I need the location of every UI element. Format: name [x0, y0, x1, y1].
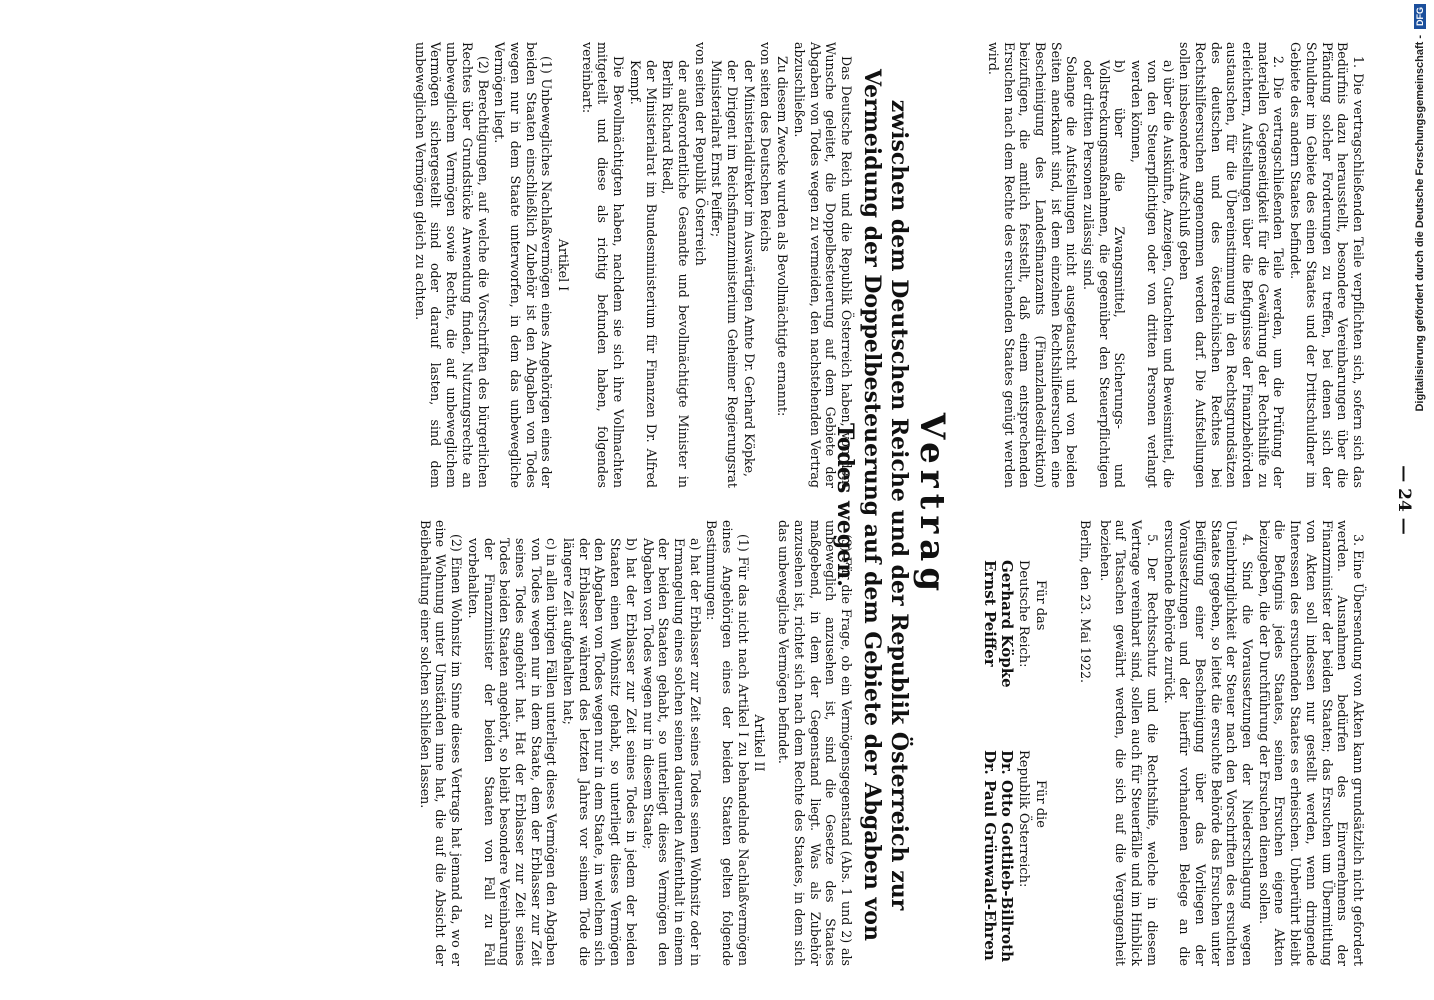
upper-right-column	[1076, 520, 1366, 966]
list-item: a) hat der Erblasser zur Zeit seines Todes seinen Wohnsitz oder in Ermangelung eines solchen seinen dauernden Aufenthalt in einem der beiden Staaten gehabt, so unterliegt dieses Vermögen den Abgaben von Todes wegen nur in diesem Staate;	[640, 538, 703, 966]
treaty-title: Vertrag	[912, 412, 952, 598]
list-item: a) über die Auskünfte, Anzeigen, Gutachten und Beweismittel, die von den Steuerpflichtigen oder von dritten Personen verlangt werden können,	[1129, 60, 1176, 488]
paragraph: von seiten der Republik Österreich	[692, 42, 708, 266]
paragraph: der Dirigent im Reichsfinanzministerium Geheimer Regierungsrat Ministerialrat Ernst Peiffer;	[709, 60, 741, 488]
paragraph: (2) Einen Wohnsitz im Sinne dieses Vertrags hat jemand da, wo er eine Wohnung unter Umständen inne hat, die auf die Absicht der Beibehaltung einer solchen schließen lassen.	[417, 520, 465, 966]
footer-text: Digitalisierung gefördert durch die Deutsche Forschungsgemeinschaft -	[1414, 35, 1426, 412]
page-number: — 24 —	[1394, 465, 1414, 535]
paragraph: der Ministerialdirektor im Auswärtigen Amte Dr. Gerhard Köpke,	[741, 60, 757, 478]
lower-right-column	[416, 520, 854, 966]
paragraph: Zu diesem Zwecke wurden als Bevollmächtigte ernannt:	[775, 56, 791, 417]
dfg-logo: DFG	[1414, 4, 1426, 29]
place-date: Berlin, den 23. Mai 1922.	[1078, 520, 1094, 684]
paragraph: der Ministerialrat im Bundesministerium für Finanzen Dr. Alfred Kempf.	[627, 60, 659, 488]
upper-left-column	[984, 42, 1366, 488]
digitization-footer	[1408, 0, 1432, 1000]
signature-label: Für die	[1033, 780, 1048, 828]
paragraph: 4. Sind die Voraussetzungen der Niederschlagung wegen Uneinbringlichkeit der Steuer nach den Vorschriften des ersuchten Staates gegeben, so leitet die ersuchte Behörde das Ersuchen unter Beifügung einer Bescheinigung über das Vorliegen der Voraussetzungen und der hierfür vorhandenen Belege an die ersuchende Behörde zurück.	[1161, 520, 1256, 966]
signatory-name: Dr. Otto Gottlieb-Billroth	[998, 750, 1016, 962]
signature-label: Deutsche Reich:	[1016, 560, 1031, 668]
list-item: b) über die Zwangsmittel, Sicherungs- und Vollstreckungsmaßnahmen, die gegenüber den Steuerpflichtigen oder dritten Personen zulässig sind.	[1081, 60, 1128, 488]
paragraph: (1) Unbewegliches Nachlaßvermögen eines Angehörigen eines der beiden Staaten einschließlich Zubehör ist den Abgaben von Todes wegen nur in dem Staate unterworfen, in dem das unbewegliche Vermögen liegt.	[492, 42, 555, 488]
list-item: b) hat der Erblasser zur Zeit seines Todes in jedem der beiden Staaten einen Wohnsitz gehabt, so unterliegt dieses Vermögen den Abgaben von Todes wegen nur in dem Staate, in welchem sich der Erblasser während des letzten Jahres vor seinem Tode die längere Zeit aufgehalten hat;	[561, 538, 639, 966]
paragraph: (1) Für das nicht nach Artikel I zu behandelnde Nachlaßvermögen eines Angehörigen eines der beiden Staaten gelten folgende Bestimmungen:	[704, 520, 751, 966]
paragraph: 1. Die vertragschließenden Teile verpflichten sich, sofern sich das Bedürfnis dazu herausstellt, besondere Vereinbarungen über die Pfändung solcher Forderungen zu treffen, bei denen sich der Schuldner im Gebiete des einen Staates und der Drittschuldner im Gebiete des andern Staates befindet.	[1288, 42, 1366, 488]
paragraph: 3. Eine Übersendung von Akten kann grundsätzlich nicht gefordert werden. Ausnahmen bedürfen des Einvernehmens der Finanzminister der beiden Staaten; das Ersuchen um Übermittlung von Akten soll indessen nur gestellt werden, wenn dringende Interessen des ersuchenden Staates es erheischen. Unberührt bleibt die Befugnis jedes Staates, seinen Ersuchen eigene Akten beizugeben, die der Durchführung der Ersuchen dienen sollen.	[1256, 520, 1366, 966]
signatory-name: Dr. Paul Grünwald-Ehren	[981, 750, 999, 961]
paragraph: (3) Für die Frage, ob ein Vermögensgegenstand (Abs. 1 und 2) als unbeweglich anzusehen ist, sind die Gesetze des Staates maßgebend, in dem der Gegenstand liegt. Was als Zubehör anzusehen ist, richtet sich nach dem Rechte des Staates, in dem sich das unbewegliche Vermögen befindet.	[776, 520, 854, 966]
signature-block-austria	[981, 750, 1049, 970]
signature-label: Republik Österreich:	[1016, 750, 1031, 888]
article-heading: Artikel II	[752, 714, 768, 772]
signature-block-germany	[981, 560, 1049, 730]
paragraph: 2. Die vertragschließenden Teile werden, um die Prüfung der materiellen Gegenseitigkeit für die Gewährung der Rechtshilfe zu erleichtern, Aufstellungen über die Befugnisse der Finanzbehörden austauschen, für die Übereinstimmung in den Rechtsgrundsätzen des deutschen und des österreichischen Rechtes bei Rechtshilfeersuchen angenommen werden darf. Die Aufstellungen sollen insbesondere Aufschluß geben	[1177, 42, 1287, 488]
paragraph: Die Bevollmächtigten haben, nachdem sie sich ihre Vollmachten mitgeteilt und diese als richtig befunden haben, folgendes vereinbart:	[579, 42, 627, 488]
paragraph: der außerordentliche Gesandte und bevollmächtigte Minister in Berlin Richard Riedl,	[660, 60, 691, 488]
paragraph: Das Deutsche Reich und die Republik Österreich haben, von dem Wunsche geleitet, die Doppelbesteuerung auf dem Gebiete der Abgaben von Todes wegen zu vermeiden, den nachstehenden Vertrag abzuschließen.	[791, 42, 854, 488]
signatory-name: Gerhard Köpke	[998, 560, 1016, 688]
list-item: c) in allen übrigen Fällen unterliegt dieses Vermögen den Abgaben von Todes wegen nur in dem Staate, dem der Erblasser zur Zeit seines Todes angehört hat. Hat der Erblasser zur Zeit seines Todes beiden Staaten angehört, so bleibt besondere Vereinbarung der Finanzminister der beiden Staaten von Fall zu Fall vorbehalten.	[465, 538, 560, 966]
paragraph: Solange die Aufstellungen nicht ausgetauscht und von beiden Seiten anerkannt sind, ist dem einzelnen Rechtshilfeersuchen eine Bescheinigung des Landesfinanzamts (Finanzlandesdirektion) beizufügen, die amtlich feststellt, daß einem entsprechenden Ersuchen nach dem Rechte des ersuchenden Staates genügt werden wird.	[985, 42, 1080, 488]
article-heading: Artikel I	[556, 238, 572, 292]
treaty-subtitle: zwischen dem Deutschen Reiche und der Republik Österreich zur Vermeidung der Doppelbesteuerung auf dem Gebiete der Abgaben von Todes wegen.	[832, 69, 912, 941]
signature-label: Für das	[1033, 580, 1048, 631]
paragraph: von seiten des Deutschen Reichs	[758, 42, 774, 252]
lower-left-column	[411, 42, 854, 488]
paragraph: 5. Der Rechtsschutz und die Rechtshilfe, welche in diesem Vertrage vereinbart sind, sollen auch für Steuerfälle und im Hinblick auf Tatsachen gewährt werden, die sich auf die Vergangenheit beziehen.	[1097, 520, 1160, 966]
signatory-name: Ernst Peiffer	[981, 560, 999, 667]
paragraph: (2) Berechtigungen, auf welche die Vorschriften des bürgerlichen Rechtes über Grundstücke Anwendung finden, Nutzungsrechte an unbeweglichem Vermögen sowie Rechte, die auf unbeweglichem Vermögen sichergestellt sind oder darauf lasten, sind dem unbeweglichen Vermögen gleich zu achten.	[412, 42, 491, 488]
